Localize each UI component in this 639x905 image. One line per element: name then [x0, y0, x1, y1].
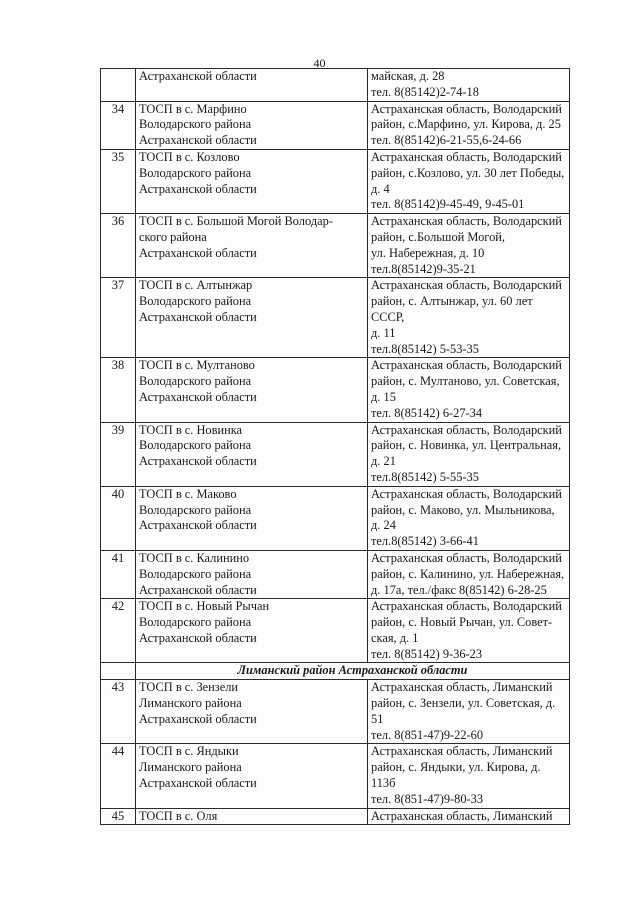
- office-name-line: Астраханской области: [139, 309, 257, 324]
- section-title: Лиманский район Астраханской области: [136, 663, 570, 680]
- office-name-line: Астраханской области: [139, 711, 257, 726]
- address-line: тел. 8(851-47)9-80-33: [371, 791, 484, 806]
- address-line: район, с. Новинка, ул. Центральная,: [371, 438, 562, 453]
- address-line: тел. 8(85142) 9-36-23: [371, 646, 483, 661]
- address-cell: [368, 278, 570, 358]
- address-line: д. 4: [371, 181, 390, 196]
- address-line: тел.8(85142) 3-66-41: [371, 534, 479, 549]
- row-number: 35: [101, 149, 136, 213]
- row-number: 37: [101, 278, 136, 358]
- office-name-line: ТОСП в с. Оля: [139, 808, 218, 823]
- address-cell: [368, 680, 570, 744]
- office-name-line: ТОСП в с. Алтынжар: [139, 278, 253, 293]
- row-number: 41: [101, 550, 136, 598]
- address-cell: [368, 599, 570, 663]
- office-name-line: ТОСП в с. Мултаново: [139, 358, 255, 373]
- address-line: Астраханская область, Володарский: [371, 550, 562, 565]
- address-line: район, с. Яндыки, ул. Кирова, д.: [371, 760, 541, 775]
- address-cell: [368, 101, 570, 149]
- address-line: тел.8(85142) 5-55-35: [371, 469, 479, 484]
- office-name-line: Астраханской области: [139, 133, 257, 148]
- office-name-cell: [136, 599, 368, 663]
- office-name-line: Астраханской области: [139, 389, 257, 404]
- address-line: тел. 8(85142) 6-27-34: [371, 405, 483, 420]
- address-line: тел. 8(85142)6-21-55,6-24-66: [371, 133, 522, 148]
- office-name-cell: [136, 278, 368, 358]
- address-cell: [368, 214, 570, 278]
- office-name-line: Володарского района: [139, 615, 252, 630]
- table-row: [101, 808, 570, 825]
- office-name-line: ТОСП в с. Козлово: [139, 149, 240, 164]
- row-number: 38: [101, 358, 136, 422]
- address-line: район, с.Козлово, ул. 30 лет Победы,: [371, 165, 565, 180]
- address-line: район, с. Зензели, ул. Советская, д.: [371, 696, 556, 711]
- office-name-line: Володарского района: [139, 566, 252, 581]
- address-line: Астраханская область, Володарский: [371, 599, 562, 614]
- address-line: Астраханская область, Володарский: [371, 422, 562, 437]
- address-line: Астраханская область, Володарский: [371, 101, 562, 116]
- row-number: 45: [101, 808, 136, 825]
- page-number: 40: [313, 56, 326, 70]
- row-number: 42: [101, 599, 136, 663]
- address-cell: [368, 550, 570, 598]
- office-name-line: Володарского района: [139, 165, 252, 180]
- address-line: район, с.Марфино, ул. Кирова, д. 25: [371, 117, 561, 132]
- office-name-cell: [136, 358, 368, 422]
- row-number: 34: [101, 101, 136, 149]
- row-number: 36: [101, 214, 136, 278]
- office-name-line: Володарского района: [139, 438, 252, 453]
- address-line: майская, д. 28: [371, 69, 445, 83]
- address-line: Астраханская область, Володарский: [371, 149, 562, 164]
- address-line: Астраханская область, Лиманский: [371, 680, 553, 695]
- office-name-line: Астраханской области: [139, 518, 257, 533]
- address-line: район, с. Калинино, ул. Набережная,: [371, 566, 565, 581]
- address-line: 51: [371, 711, 384, 726]
- office-name-cell: [136, 69, 368, 102]
- address-line: 113б: [371, 776, 396, 791]
- address-line: ская, д. 1: [371, 630, 419, 645]
- office-name-line: Лиманского района: [139, 696, 242, 711]
- office-name-line: Володарского района: [139, 117, 252, 132]
- address-line: д. 11: [371, 325, 396, 340]
- table-row: [101, 69, 570, 102]
- address-line: Астраханская область, Володарский: [371, 486, 562, 501]
- address-line: Астраханская область, Лиманский: [371, 744, 553, 759]
- address-cell: [368, 486, 570, 550]
- address-line: тел. 8(85142)9-45-49, 9-45-01: [371, 197, 525, 212]
- office-name-line: ТОСП в с. Новый Рычан: [139, 599, 270, 614]
- office-name-line: ского района: [139, 229, 207, 244]
- table-row: [101, 101, 570, 149]
- address-table: [100, 68, 570, 825]
- office-name-line: ТОСП в с. Большой Могой Володар-: [139, 214, 333, 229]
- address-cell: [368, 358, 570, 422]
- row-number: 39: [101, 422, 136, 486]
- office-name-line: ТОСП в с. Новинка: [139, 422, 243, 437]
- office-name-line: ТОСП в с. Зензели: [139, 680, 239, 695]
- address-line: д. 24: [371, 518, 396, 533]
- office-name-line: Лиманского района: [139, 760, 242, 775]
- office-name-line: Астраханской области: [139, 776, 257, 791]
- table-row: [101, 744, 570, 808]
- office-name-line: Астраханской области: [139, 181, 257, 196]
- address-line: Астраханская область, Володарский: [371, 278, 562, 293]
- address-cell: [368, 422, 570, 486]
- section-header-row: [101, 663, 570, 680]
- address-line: Астраханская область, Володарский: [371, 358, 562, 373]
- office-name-line: Астраханской области: [139, 582, 257, 597]
- office-name-line: Астраханской области: [139, 69, 257, 83]
- address-line: д. 17а, тел./факс 8(85142) 6-28-25: [371, 582, 547, 597]
- office-name-cell: [136, 214, 368, 278]
- table-row: [101, 422, 570, 486]
- address-line: район, с. Новый Рычан, ул. Совет-: [371, 615, 553, 630]
- table-row: [101, 358, 570, 422]
- address-line: район, с. Мултаново, ул. Советская,: [371, 374, 560, 389]
- office-name-cell: [136, 744, 368, 808]
- office-name-line: Астраханской области: [139, 630, 257, 645]
- office-name-cell: [136, 149, 368, 213]
- address-line: тел.8(85142)9-35-21: [371, 261, 476, 276]
- address-line: Астраханская область, Володарский: [371, 214, 562, 229]
- table-row: [101, 278, 570, 358]
- office-name-line: ТОСП в с. Яндыки: [139, 744, 239, 759]
- office-name-line: Володарского района: [139, 374, 252, 389]
- address-line: район, с. Маково, ул. Мыльникова,: [371, 502, 555, 517]
- office-name-line: Астраханской области: [139, 454, 257, 469]
- table-row: [101, 680, 570, 744]
- row-number: 43: [101, 680, 136, 744]
- address-line: ул. Набережная, д. 10: [371, 245, 485, 260]
- address-line: Астраханская область, Лиманский: [371, 808, 553, 823]
- table-row: [101, 486, 570, 550]
- office-name-line: ТОСП в с. Маково: [139, 486, 237, 501]
- office-name-cell: [136, 550, 368, 598]
- table-row: [101, 149, 570, 213]
- address-line: д. 21: [371, 454, 396, 469]
- table-row: [101, 214, 570, 278]
- address-line: СССР,: [371, 309, 405, 324]
- address-cell: [368, 744, 570, 808]
- address-cell: [368, 149, 570, 213]
- address-cell: [368, 69, 570, 102]
- office-name-line: ТОСП в с. Марфино: [139, 101, 247, 116]
- office-name-line: ТОСП в с. Калинино: [139, 550, 250, 565]
- office-name-cell: [136, 486, 368, 550]
- office-name-line: Астраханской области: [139, 245, 257, 260]
- row-number: 44: [101, 744, 136, 808]
- address-line: тел. 8(851-47)9-22-60: [371, 727, 484, 742]
- address-line: район, с. Алтынжар, ул. 60 лет: [371, 294, 533, 309]
- office-name-cell: [136, 808, 368, 825]
- row-number: 40: [101, 486, 136, 550]
- table-row: [101, 599, 570, 663]
- office-name-cell: [136, 422, 368, 486]
- office-name-line: Володарского района: [139, 294, 252, 309]
- office-name-cell: [136, 680, 368, 744]
- address-line: район, с.Большой Могой,: [371, 229, 505, 244]
- table-row: [101, 550, 570, 598]
- office-name-cell: [136, 101, 368, 149]
- address-cell: [368, 808, 570, 825]
- address-line: д. 15: [371, 389, 396, 404]
- row-number: [101, 663, 136, 680]
- address-line: тел.8(85142) 5-53-35: [371, 341, 479, 356]
- office-name-line: Володарского района: [139, 502, 252, 517]
- address-line: тел. 8(85142)2-74-18: [371, 84, 479, 99]
- row-number: [101, 69, 136, 102]
